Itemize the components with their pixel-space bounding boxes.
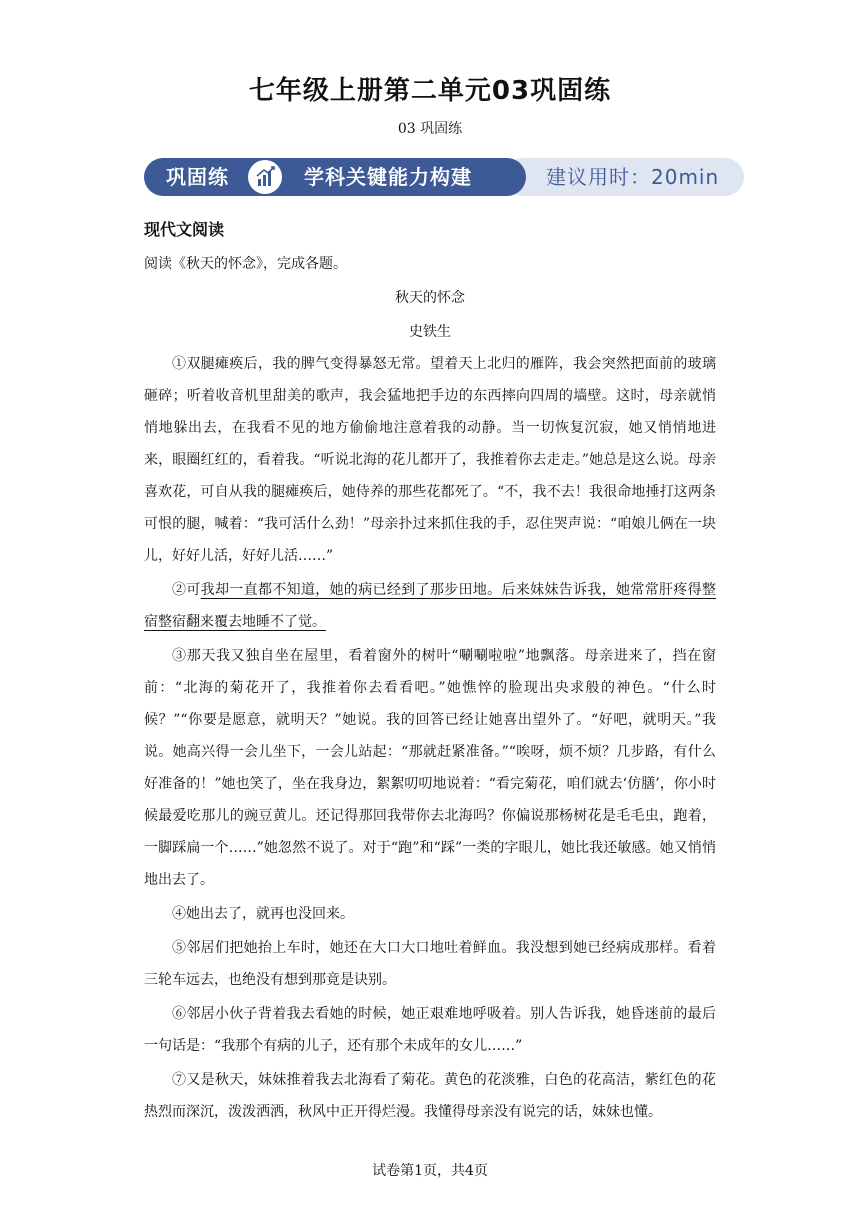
paragraph-4: ④她出去了，就再也没回来。 [172, 906, 354, 922]
paragraph-7: ⑦又是秋天，妹妹推着我去北海看了菊花。黄色的花淡雅，白色的花高洁，紫红色的花热烈而深沉，泼泼洒洒，秋风中正开得烂漫。我懂得母亲没有说完的话，妹妹也懂。 [144, 1072, 716, 1120]
paragraph-2 [144, 574, 716, 638]
banner-suggested-time: 建议用时：20min [546, 165, 720, 189]
banner-label-ability: 学科关键能力构建 [304, 165, 472, 189]
article-title: 秋天的怀念 [395, 290, 465, 306]
banner-label-practice: 巩固练 [166, 165, 229, 189]
section-banner [144, 158, 746, 196]
paragraph-5: ⑤邻居们把她抬上车时，她还在大口大口地吐着鲜血。我没想到她已经病成那样。看着三轮车远去，也绝没有想到那竟是诀别。 [144, 940, 716, 988]
article-author: 史铁生 [409, 324, 451, 340]
reading-instruction: 阅读《秋天的怀念》，完成各题。 [144, 256, 347, 272]
document-title: 七年级上册第二单元03巩固练 [248, 76, 612, 106]
section-title: 现代文阅读 [144, 220, 225, 239]
paragraph-1: ①双腿瘫痪后，我的脾气变得暴怒无常。望着天上北归的雁阵，我会突然把面前的玻璃砸碎；听着收音机里甜美的歌声，我会猛地把手边的东西摔向四周的墙壁。这时，母亲就悄悄地躲出去，在我看不见的地方偷偷地注意着我的动静。当一切恢复沉寂，她又悄悄地进来，眼圈红红的，看着我。“听说北海的花儿都开了，我推着你去走走。”她总是这么说。母亲喜欢花，可自从我的腿瘫痪后，她侍养的那些花都死了。“不，我不去！我很命地捶打这两条可恨的腿，喊着：“我可活什么劲！”母亲扑过来抓住我的手，忍住哭声说：“咱娘儿俩在一块儿，好好儿活，好好儿活……” [144, 356, 716, 564]
bar-chart-icon [248, 160, 282, 194]
document-subtitle: 03 巩固练 [397, 121, 463, 137]
article-body [144, 348, 716, 1128]
paragraph-3: ③那天我又独自坐在屋里，看着窗外的树叶“唰唰啦啦”地飘落。母亲进来了，挡在窗前：“北海的菊花开了，我推着你去看看吧。”她憔悴的脸现出央求般的神色。“什么时候？”“你要是愿意，就明天？”她说。我的回答已经让她喜出望外了。“好吧，就明天。”我说。她高兴得一会儿坐下，一会儿站起：“那就赶紧准备。”“唉呀，烦不烦？几步路，有什么好准备的！”她也笑了，坐在我身边，絮絮叨叨地说着：“看完菊花，咱们就去‘仿膳’，你小时候最爱吃那儿的豌豆黄儿。还记得那回我带你去北海吗？你偏说那杨树花是毛毛虫，跑着，一脚踩扁一个……”她忽然不说了。对于“跑”和“踩”一类的字眼儿，她比我还敏感。她又悄悄地出去了。 [144, 648, 716, 888]
underlined-sentence: 我却一直都不知道，她的病已经到了那步田地。后来妹妹告诉我，她常常肝疼得整宿整宿翻来覆去地睡不了觉。 [144, 582, 717, 630]
page-footer: 试卷第1页，共4页 [372, 1163, 488, 1179]
paragraph-6: ⑥邻居小伙子背着我去看她的时候，她正艰难地呼吸着。别人告诉我，她昏迷前的最后一句话是：“我那个有病的儿子，还有那个未成年的女儿……” [144, 1006, 716, 1054]
paragraph-2-lead: ②可 [172, 582, 201, 598]
